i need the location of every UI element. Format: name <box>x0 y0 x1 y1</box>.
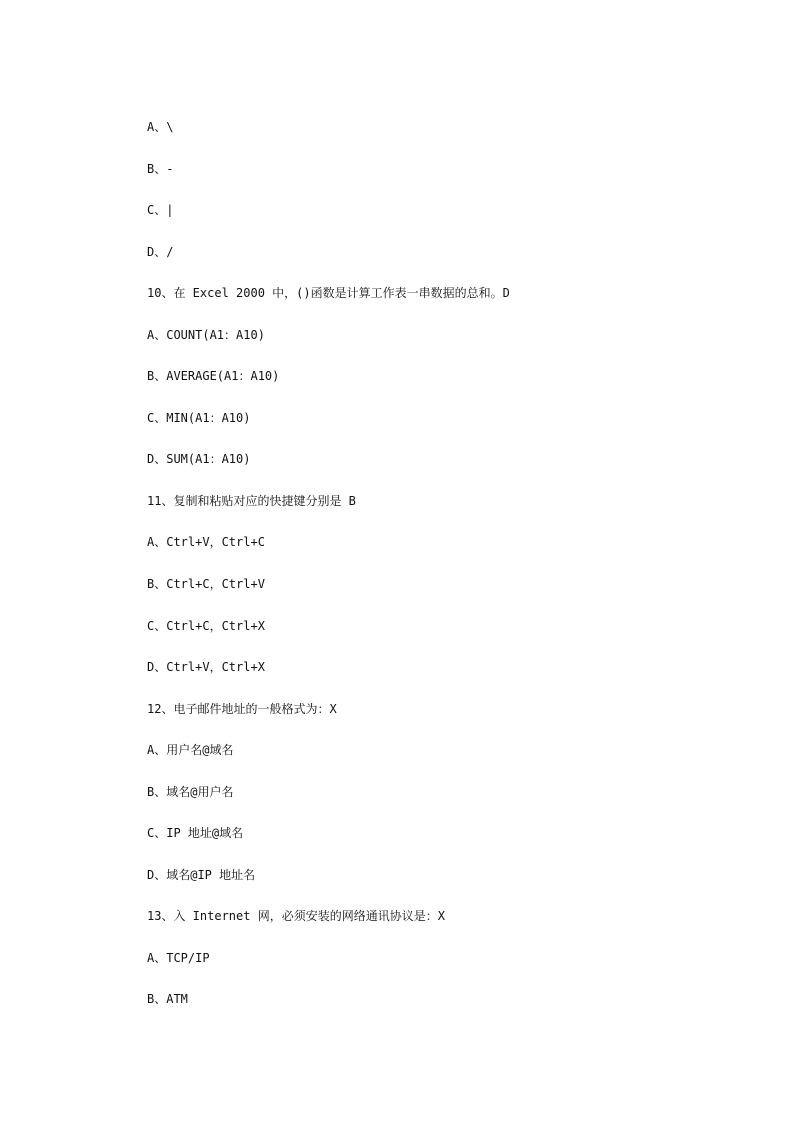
answer-option: B、域名@用户名 <box>147 784 234 799</box>
answer-option: C、MIN(A1：A10) <box>147 410 251 425</box>
answer-option: C、| <box>147 203 174 218</box>
answer-option: D、SUM(A1：A10) <box>147 452 251 467</box>
answer-option: A、TCP/IP <box>147 950 210 965</box>
answer-option: A、COUNT(A1：A10) <box>147 327 265 342</box>
document-page <box>147 107 734 1021</box>
question-text: 12、电子邮件地址的一般格式为：X <box>147 701 337 716</box>
answer-option: B、AVERAGE(A1：A10) <box>147 369 280 384</box>
question-text: 10、在 Excel 2000 中，()函数是计算工作表一串数据的总和。D <box>147 286 510 301</box>
answer-option: D、/ <box>147 244 174 259</box>
question-text: 13、入 Internet 网，必须安装的网络通讯协议是：X <box>147 909 445 924</box>
answer-option: A、Ctrl+V，Ctrl+C <box>147 535 265 550</box>
answer-option: B、Ctrl+C，Ctrl+V <box>147 577 265 592</box>
answer-option: D、Ctrl+V，Ctrl+X <box>147 660 265 675</box>
answer-option: B、- <box>147 161 174 176</box>
question-text: 11、复制和粘贴对应的快捷键分别是 B <box>147 493 356 508</box>
answer-option: D、域名@IP 地址名 <box>147 867 256 882</box>
answer-option: A、用户名@域名 <box>147 743 234 758</box>
answer-option: A、\ <box>147 120 174 134</box>
answer-option: B、ATM <box>147 992 188 1007</box>
answer-option: C、IP 地址@域名 <box>147 826 244 841</box>
answer-option: C、Ctrl+C，Ctrl+X <box>147 618 265 633</box>
